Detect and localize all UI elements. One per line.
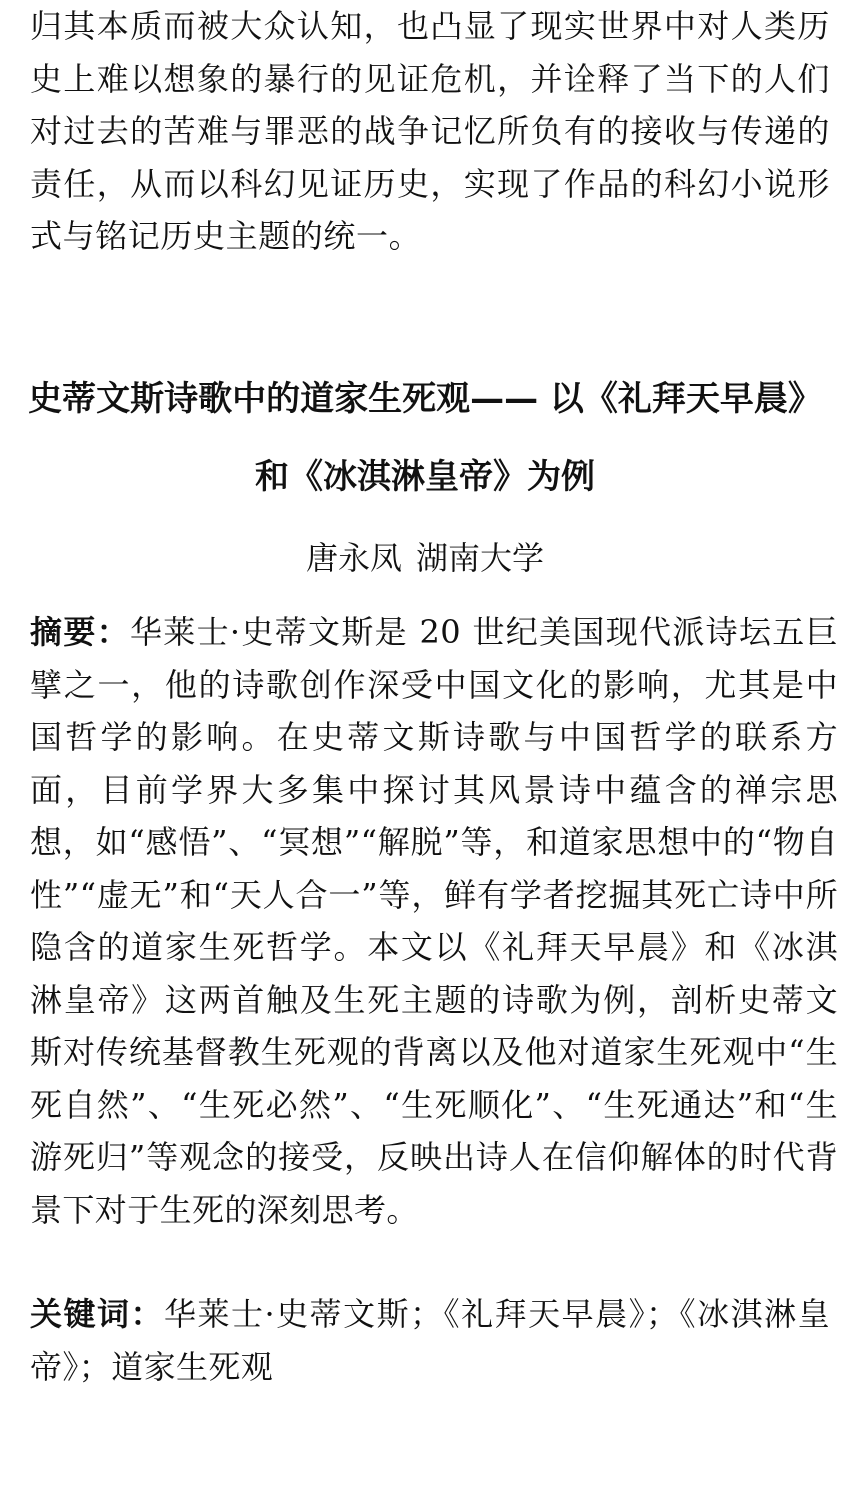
byline (0, 532, 850, 584)
article-title: 史蒂文斯诗歌中的道家生死观—— 以《礼拜天早晨》和《冰淇淋皇帝》为例 (28, 379, 822, 497)
abstract (30, 606, 838, 1236)
author-name: 唐永凤 (305, 539, 402, 577)
keywords (30, 1288, 830, 1393)
abstract-text: 华莱士·史蒂文斯是 20 世纪美国现代派诗坛五巨擘之一，他的诗歌创作深受中国文化的影响，尤其是中国哲学的影响。在史蒂文斯诗歌与中国哲学的联系方面，目前学界大多集中探讨其风景诗中蕴含的禅宗思想，如“感悟”、“冥想”“解脱”等，和道家思想中的“物自性”“虚无”和“天人合一”等，鲜有学者挖掘其死亡诗中所隐含的道家生死哲学。本文以《礼拜天早晨》和《冰淇淋皇帝》这两首触及生死主题的诗歌为例，剖析史蒂文斯对传统基督教生死观的背离以及他对道家生死观中“生死自然”、“生死必然”、“生死顺化”、“生死通达”和“生游死归”等观念的接受，反映出诗人在信仰解体的时代背景下对于生死的深刻思考。 (30, 613, 838, 1229)
previous-article-closing-paragraph: 归其本质而被大众认知，也凸显了现实世界中对人类历史上难以想象的暴行的见证危机，并诠释了当下的人们对过去的苦难与罪恶的战争记忆所负有的接收与传递的责任，从而以科幻见证历史，实现了作品的科幻小说形式与铭记历史主题的统一。 (30, 7, 830, 255)
keywords-label: 关键词： (30, 1295, 164, 1333)
author-affiliation: 湖南大学 (416, 539, 545, 577)
keywords-text: 华莱士·史蒂文斯；《礼拜天早晨》；《冰淇淋皇帝》；道家生死观 (30, 1295, 830, 1386)
abstract-label: 摘要： (30, 613, 130, 651)
